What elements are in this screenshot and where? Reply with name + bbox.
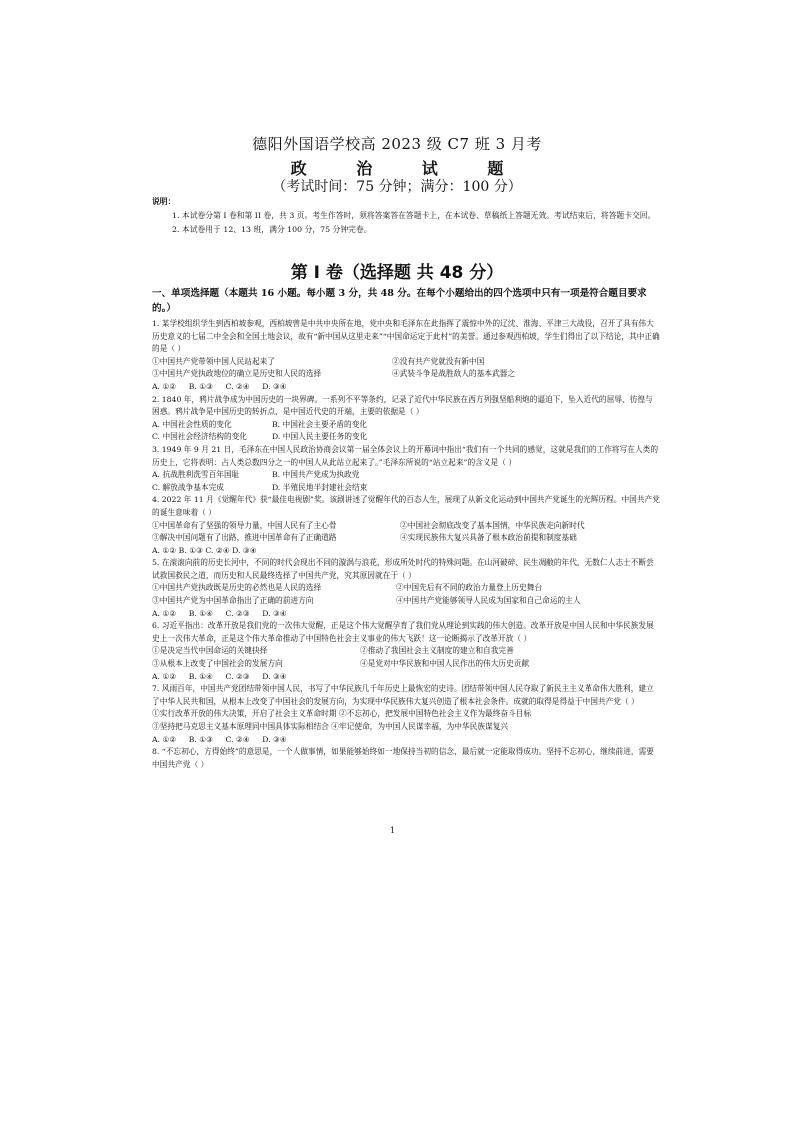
exam-title: 德阳外国语学校高 2023 级 C7 班 3 月考: [252, 135, 542, 153]
answer-choice: A. ①②: [152, 381, 177, 391]
answer-choices: [152, 381, 660, 394]
option-row: [152, 356, 660, 369]
option: ②推动了我国社会主义制度的建立和自我完善: [360, 646, 514, 656]
exam-time-info: （考试时间：75 分钟；满分：100 分）: [272, 179, 522, 195]
option-row: [152, 482, 660, 495]
question-1: [152, 318, 660, 394]
question-list: [152, 318, 660, 771]
question-stem: 2. 1840 年，鸦片战争成为中国历史的一块界碑。一系列不平等条约，记录了近代中华民族在西方列强坚船利炮的逼迫下，坠入近代的屈辱、彷徨与困惑。鸦片战争是中国历史的转折点，是中国近代史的开端，主要的依据是（ ）: [152, 394, 653, 417]
option-line: ①实行改革开放的伟大决策，开启了社会主义革命时期 ②不忘初心，把发展中国特色社会主义作为最终奋斗目标: [152, 709, 532, 719]
option: ③从根本上改变了中国社会的发展方向: [152, 659, 283, 669]
option: B. 中国社会主要矛盾的变化: [272, 419, 368, 429]
option: ②中国社会彻底改变了基本国情，中华民族走向新时代: [400, 520, 585, 530]
answer-choice: A. ①②: [152, 608, 177, 618]
question-stem: 4. 2022 年 11 月《觉醒年代》获“最佳电视剧”奖。该剧讲述了觉醒年代的百态人生，展现了从新文化运动到中国共产党诞生的光辉历程。中国共产党的诞生意味着（ ）: [152, 495, 660, 517]
answer-choice: B. ①④: [188, 671, 214, 681]
answer-choice: A. ①②: [152, 671, 177, 681]
notes-item-1: 1. 本试卷分第 I 卷和第 II 卷，共 3 页。考生作答时，须将答案答在答题卡上，在本试卷、草稿纸上答题无效。考试结束后，将答题卡交回。: [172, 211, 656, 220]
question-stem: 5. 在滚滚向前的历史长河中，不同的时代会现出不同的漩涡与浪花，形成所处时代的特殊问题。在山河破碎、民生凋敝的年代，无数仁人志士不断尝试救国救民之道，而历史和人民最终选择了中国共产党，究其原因就在于（ ）: [152, 558, 654, 580]
answer-choices: A. ①② B. ①③ C. ②④ D. ③④: [152, 545, 257, 555]
option: C. 中国社会经济结构的变化: [152, 432, 248, 442]
answer-choice: C. ②④: [225, 734, 250, 744]
question-7: [152, 683, 660, 746]
option: ④是党对中华民族和中国人民作出的伟大历史贡献: [360, 659, 530, 669]
option: B. 中国共产党成为执政党: [272, 470, 360, 480]
question-stem: 8. “不忘初心，方得始终”的意思是，一个人做事情，如果能够始终如一地保持当初的信念，最后就一定能取得成功。坚持不忘初心，继续前进，需要中国共产党（ ）: [152, 747, 654, 769]
option: ①中国共产党带领中国人民站起来了: [152, 356, 276, 366]
option: A. 抗战胜利洗雪百年国耻: [152, 470, 240, 480]
option-row: [152, 645, 660, 658]
question-5: [152, 557, 660, 620]
subject-char: 治: [356, 159, 373, 178]
option-row: [152, 368, 660, 381]
section-title: 第 I 卷（选择题 共 48 分）: [290, 263, 504, 283]
question-2: [152, 394, 660, 444]
option-line: ③坚持把马克思主义基本原理同中国具体实际相结合 ④牢记使命，为中国人民谋幸福，为中华民族谋复兴: [152, 722, 509, 731]
option: ③中国共产党执政地位的确立是历史和人民的选择: [152, 369, 322, 379]
option: C. 解放战争基本完成: [152, 482, 224, 492]
option: ③解决中国问题有了出路，推进中国革命有了正确道路: [152, 533, 337, 543]
question-3: [152, 444, 660, 494]
answer-choice: C. ②③: [225, 671, 250, 681]
option: ④中国共产党能够领导人民成为国家和自己命运的主人: [396, 596, 581, 606]
option-row: [152, 469, 660, 482]
answer-choice: B. ①③: [188, 734, 214, 744]
question-4: [152, 494, 660, 557]
question-stem: 3. 1949 年 9 月 21 日，毛泽东在中国人民政治协商会议第一届全体会议上的开幕词中指出“我们有一个共同的感觉，这就是我们的工作将写在人类的历史上，它将表明：占人类总数四分之一的中国人从此站立起来了。”毛泽东所说的“站立起来”的含义是（ ）: [152, 444, 659, 467]
option-row: [152, 658, 660, 671]
option-row: [152, 419, 660, 432]
answer-choice: D. ③④: [262, 608, 287, 618]
subject-char: 题: [487, 159, 504, 178]
answer-choices: [152, 734, 660, 747]
answer-choice: B. ①③: [188, 381, 214, 391]
exam-notes: [152, 195, 658, 237]
section-instruction: 一、单项选择题（本题共 16 小题。每小题 3 分，共 48 分。在每个小题给出的四个选项中只有一项是符合题目要求的。）: [152, 288, 647, 314]
option: D. 中国人民主要任务的变化: [272, 432, 368, 442]
question-stem: 7. 风雨百年，中国共产党团结带领中国人民，书写了中华民族几千年历史上最恢宏的史诗。团结带领中国人民夺取了新民主主义革命伟大胜利，建立了中华人民共和国，从根本上改变了中国社会的发展方向，为实现中华民族伟大复兴创造了根本社会条件。成就的取得是得益于中国共产党（ ）: [152, 684, 654, 706]
answer-choices: [152, 671, 660, 684]
answer-choice: D. ③④: [262, 671, 287, 681]
question-6: [152, 620, 660, 683]
option-row: [152, 532, 660, 545]
subject-char: 政: [290, 159, 307, 178]
option: D. 半殖民地半封建社会结束: [272, 482, 368, 492]
page-number: 1: [390, 826, 396, 835]
option: ②中国先后有不同的政治力量登上历史舞台: [396, 583, 543, 593]
answer-choice: A. ①②: [152, 734, 177, 744]
answer-choice: D. ③④: [262, 381, 287, 391]
option-row: [152, 595, 660, 608]
question-stem: 6. 习近平指出：改革开放是我们党的一次伟大觉醒，正是这个伟大觉醒孕育了我们党从理论到实践的伟大创造。改革开放是中国人民和中华民族发展史上一次伟大革命，正是这个伟大革命推动了中国特色社会主义事业的伟大飞跃！这一论断揭示了改革开放（ ）: [152, 621, 654, 643]
answer-choice: C. ②③: [225, 608, 250, 618]
option-row: [152, 582, 660, 595]
option: ④实现民族伟大复兴具备了根本政治前提和制度基础: [400, 533, 577, 543]
option-row: [152, 520, 660, 533]
option: A. 中国社会性质的变化: [152, 419, 232, 429]
notes-item-2: 2. 本试卷用于 12、13 班，满分 100 分，75 分钟完卷。: [172, 225, 372, 234]
option: ④武装斗争是战胜敌人的基本武器之: [392, 369, 516, 379]
answer-choice: C. ②④: [225, 381, 250, 391]
option: ②没有共产党就没有新中国: [392, 356, 485, 366]
option: ①是决定当代中国命运的关键抉择: [152, 646, 268, 656]
notes-title: 说明：: [152, 197, 176, 206]
option: ①中国革命有了坚强的领导力量，中国人民有了主心骨: [152, 520, 337, 530]
answer-choices: [152, 608, 660, 621]
option: ①中国共产党执政既是历史的必然也是人民的选择: [152, 583, 322, 593]
answer-choice: B. ①④: [188, 608, 214, 618]
question-stem: 1. 某学校组织学生到西柏坡参观，西柏坡曾是中共中央所在地，党中央和毛泽东在此指挥了震惊中外的辽沈、淮海、平津三大战役，召开了具有伟大历史意义的七届二中全会和全国土地会议，故有“新中国从这里走来”“中国命运定于此村”的美誉。通过参观西柏坡，学生们得出了以下结论，其中正确的是（ ）: [152, 319, 660, 354]
question-8: [152, 746, 660, 771]
answer-choice: D. ③④: [262, 734, 287, 744]
option: ③中国共产党为中国革命指出了正确的前进方向: [152, 596, 314, 606]
option-row: [152, 431, 660, 444]
subject-char: 试: [421, 159, 438, 178]
